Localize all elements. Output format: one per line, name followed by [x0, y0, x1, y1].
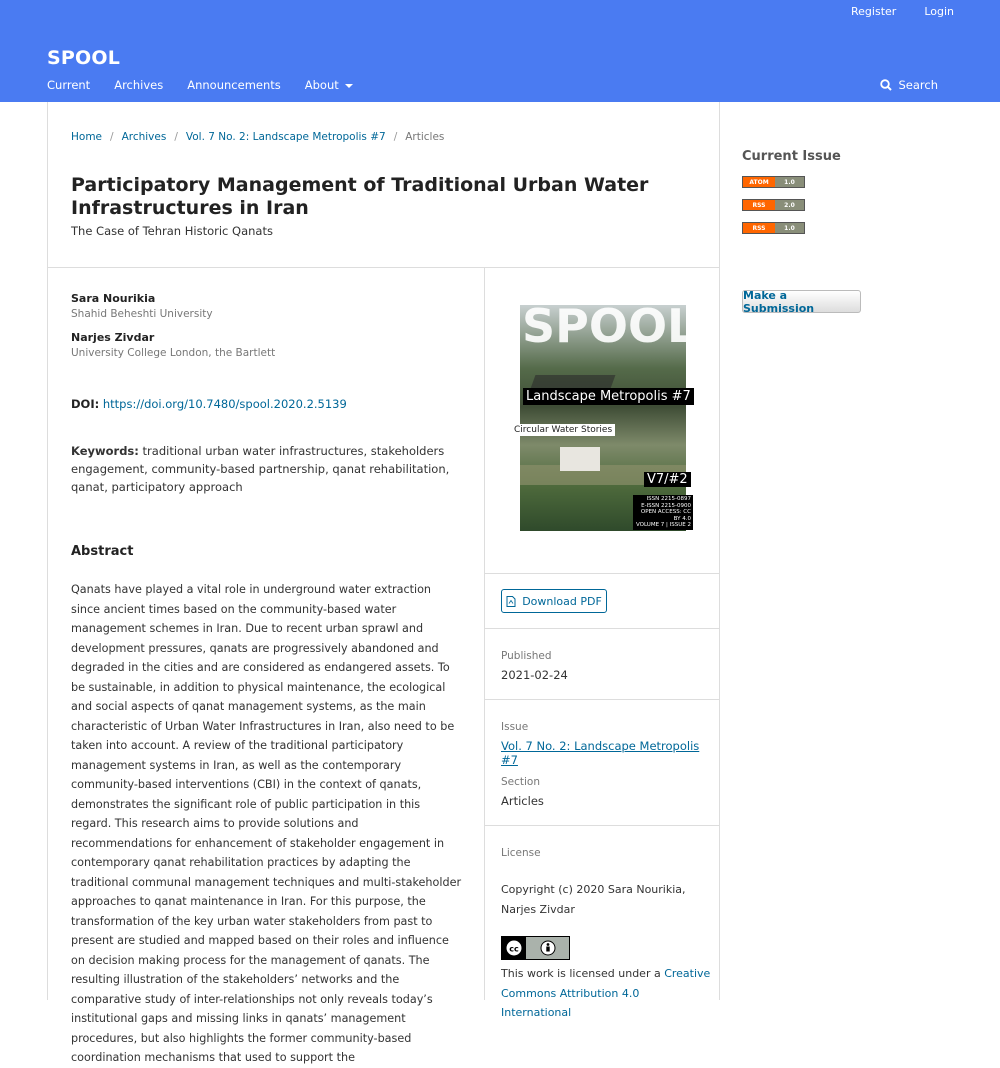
issue-link[interactable]: Vol. 7 No. 2: Landscape Metropolis #7: [501, 739, 700, 767]
feed-version: 1.0: [775, 177, 804, 187]
breadcrumb-archives[interactable]: Archives: [121, 131, 167, 143]
author-affiliation: University College London, the Bartlett: [71, 347, 276, 359]
cover-issn: [633, 495, 693, 530]
abstract-text: Qanats have played a vital role in underground water extraction since ancient times based on the community-based water management schemes in Iran. Due to recent urban sprawl and development pressures, qanats are progressively abandoned and degraded in the cities and are considered as endangered assets. To be sustainable, in addition to physical maintenance, the ecological and social aspects of qanat management systems, as the main characteristic of Urban Water Infrastructures in Iran, also need to be taken into account. A review of the traditional participatory management systems in Iran, as well as the contemporary community-based interventions (CBI) in the context of qanats, demonstrates the significant role of public participation in this regard. This research aims to provide solutions and recommendations for enhancement of stakeholder engagement in contemporary qanat rehabilitation practices by adapting the traditional communal management techniques and multi-stakeholder approaches to qanat maintenance in Iran. For this purpose, the transformation of the key urban water stakeholders from past to present are studied and mapped based on their roles and influence on decision making process for the management of qanats. The resulting illustration of the stakeholders’ networks and the comparative study of inter-relationships not only reveals today’s institutional gaps and missing links in qanats’ management procedures, but also highlights the former community-based coordination mechanisms that used to support the: [71, 583, 462, 1064]
nav-announcements[interactable]: Announcements: [187, 78, 281, 92]
breadcrumb: [71, 131, 444, 143]
article-title: Participatory Management of Traditional Urban Water Infrastructures in Iran: [71, 174, 649, 219]
breadcrumb-home[interactable]: Home: [71, 131, 103, 143]
license-text: [501, 964, 711, 1023]
nav-about-label: About: [304, 78, 339, 92]
issue-label: Issue: [501, 721, 529, 733]
section-value: Articles: [501, 794, 544, 808]
cover-issue-title: Landscape Metropolis #7: [523, 388, 694, 405]
nav-about[interactable]: [305, 78, 353, 92]
section-label: Section: [501, 776, 541, 788]
search-link[interactable]: [880, 78, 938, 92]
search-icon: [880, 79, 892, 91]
divider: [485, 825, 720, 826]
by-icon: [526, 937, 569, 959]
license-prefix: This work is licensed under a: [501, 967, 665, 980]
main-content: [47, 102, 720, 1064]
site-title[interactable]: SPOOL: [47, 47, 121, 69]
cover-hut-shape: [560, 447, 600, 471]
feed-version: 1.0: [775, 223, 804, 233]
keywords-label: Keywords:: [71, 444, 139, 458]
cover-issn-line: E-ISSN 2215-0900: [641, 502, 691, 509]
user-nav: [851, 5, 954, 18]
cover-tagline: Circular Water Stories: [511, 424, 615, 436]
feed-version: 2.0: [775, 200, 804, 210]
breadcrumb-current: Articles: [405, 131, 445, 143]
breadcrumb-separator: /: [110, 131, 114, 143]
feed-type: ATOM: [743, 177, 775, 187]
breadcrumb-separator: /: [393, 131, 398, 143]
divider: [485, 573, 720, 574]
keywords-value: traditional urban water infrastructures, stakeholders engagement, community-based partnership, qanat rehabilitation, qanat, participatory approach: [71, 444, 450, 494]
doi-link[interactable]: https://doi.org/10.7480/spool.2020.2.5139: [102, 397, 347, 411]
cc-by-license-badge[interactable]: [501, 936, 570, 960]
nav-current[interactable]: Current: [47, 78, 91, 92]
rss2-feed-badge[interactable]: [742, 199, 805, 211]
svg-text:cc: cc: [509, 944, 519, 954]
keywords: [71, 442, 461, 496]
license-label: License: [501, 847, 541, 859]
feed-type: RSS: [743, 223, 775, 233]
atom-feed-badge[interactable]: [742, 176, 805, 188]
download-pdf-button[interactable]: [501, 589, 607, 613]
doi-label: DOI:: [71, 397, 100, 411]
cover-logo: SPOOL: [522, 299, 697, 353]
cc-icon: [502, 937, 526, 959]
make-submission-button[interactable]: Make a Submission: [742, 290, 861, 313]
license-link[interactable]: Creative Commons Attribution 4.0 International: [501, 967, 711, 1019]
current-issue-title: Current Issue: [742, 149, 841, 164]
author-affiliation: Shahid Beheshti University: [71, 308, 213, 320]
cover-volume: V7/#2: [644, 472, 691, 487]
divider: [485, 699, 720, 700]
copyright-text: Copyright (c) 2020 Sara Nourikia, Narjes Zivdar: [501, 883, 686, 916]
published-label: Published: [501, 650, 552, 662]
cover-issn-line: ISSN 2215-0897: [646, 496, 691, 502]
login-link[interactable]: Login: [924, 5, 954, 18]
download-pdf-label: Download PDF: [522, 594, 602, 608]
cover-issn-line: OPEN ACCESS: CC BY 4.0: [640, 509, 691, 522]
divider: [484, 267, 485, 1000]
nav-archives[interactable]: Archives: [114, 78, 164, 92]
rss1-feed-badge[interactable]: [742, 222, 805, 234]
author-name: Narjes Zivdar: [71, 331, 155, 344]
feed-type: RSS: [743, 200, 775, 210]
abstract-title: Abstract: [71, 544, 134, 559]
site-header: [0, 0, 1000, 102]
file-pdf-icon: [506, 596, 516, 607]
author-name: Sara Nourikia: [71, 292, 156, 305]
doi: [71, 397, 347, 411]
breadcrumb-separator: /: [174, 131, 178, 143]
cover-issn-line: VOLUME 7 | ISSUE 2: [636, 522, 691, 528]
divider: [485, 628, 720, 629]
main-nav: [47, 78, 353, 92]
search-label: Search: [898, 78, 938, 92]
chevron-down-icon: [345, 84, 353, 88]
register-link[interactable]: Register: [851, 5, 897, 18]
divider: [48, 267, 720, 268]
breadcrumb-issue[interactable]: Vol. 7 No. 2: Landscape Metropolis #7: [185, 131, 386, 143]
article-subtitle: The Case of Tehran Historic Qanats: [71, 224, 273, 238]
published-value: 2021-02-24: [501, 668, 568, 682]
